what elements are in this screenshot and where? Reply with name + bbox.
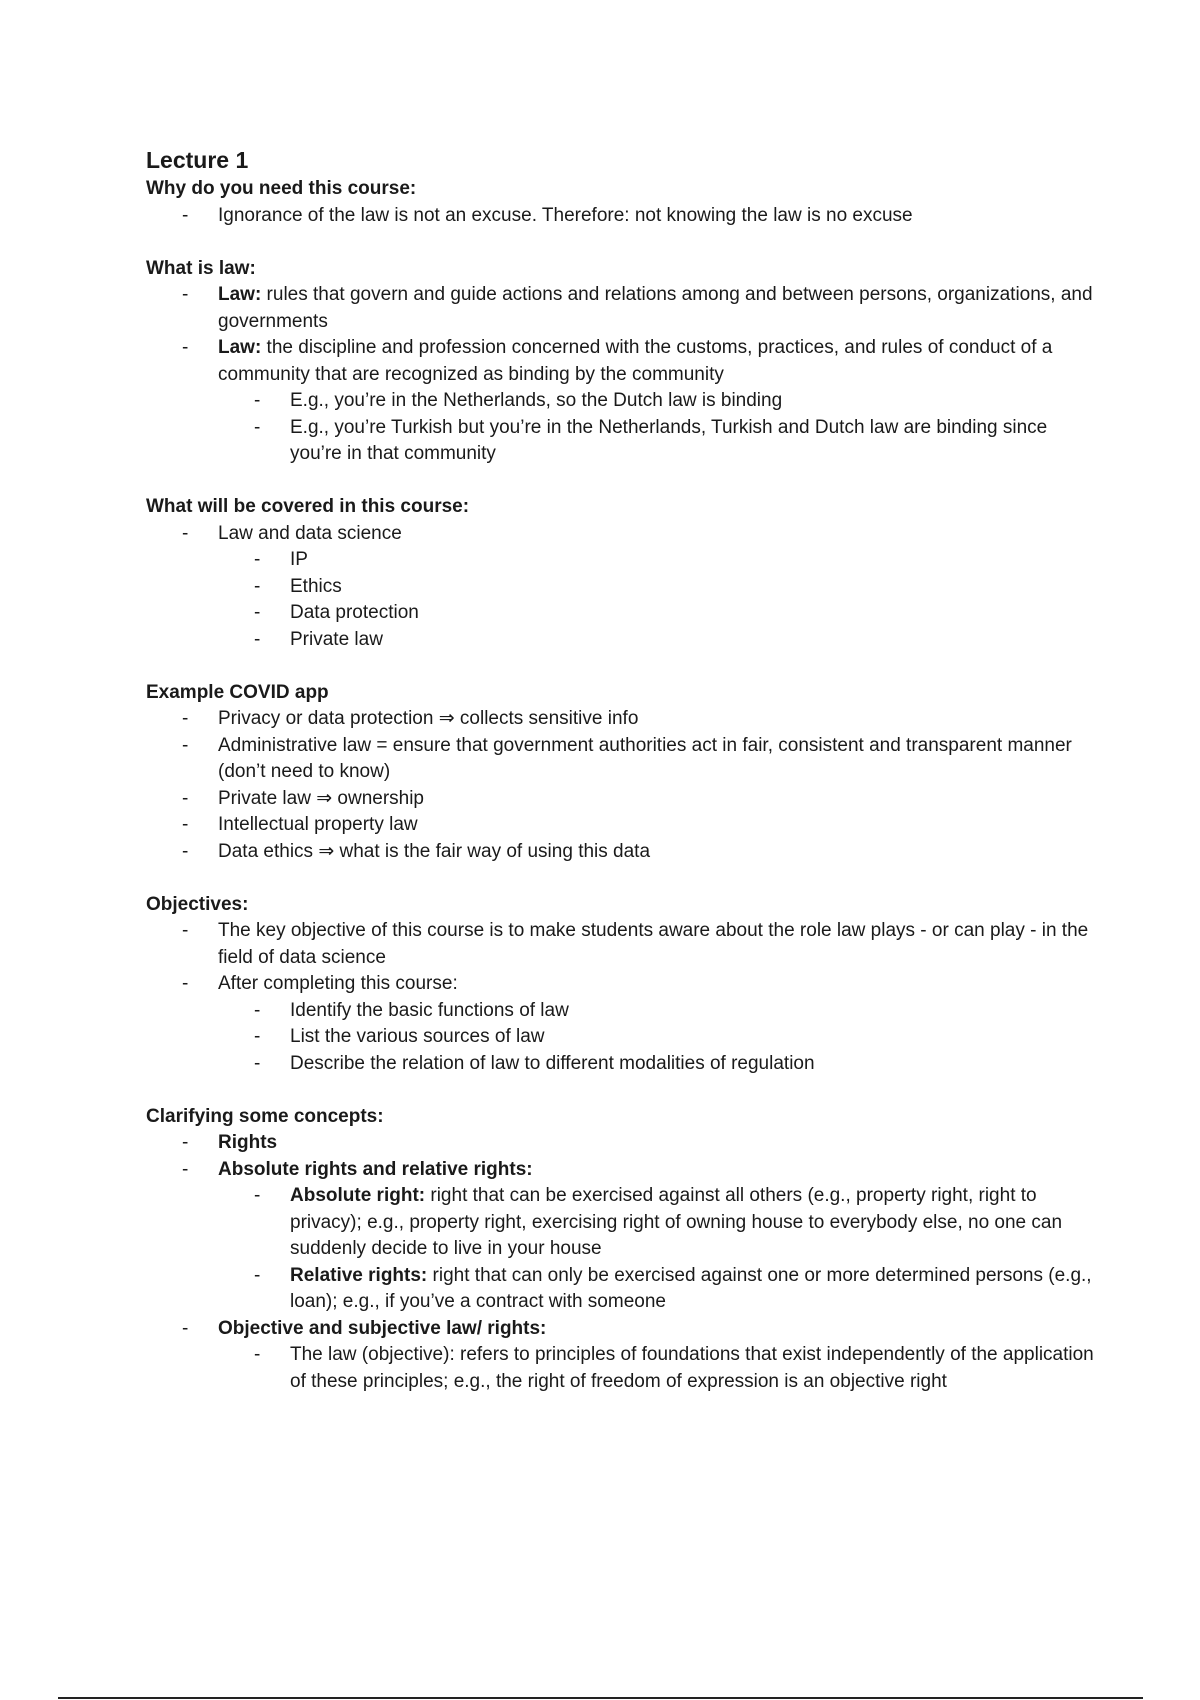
item-text: Ignorance of the law is not an excuse. Therefore: not knowing the law is no excuse [218,204,913,226]
dash-bullet-icon: - [254,999,261,1021]
dash-bullet-icon: - [254,602,261,623]
dash-bullet-icon: - [254,1052,261,1074]
section-heading: Example COVID app [146,681,329,703]
term-label: Rights [218,1132,278,1153]
dash-bullet-icon: - [254,1185,261,1206]
sub-list-item [146,388,1096,415]
term-label: Absolute right: [290,1185,426,1206]
section-2 [146,494,1096,653]
section-5 [146,1104,1096,1396]
sub-list-item [146,1263,1096,1316]
sub-list-item [146,1183,1096,1263]
dash-bullet-icon: - [182,814,189,835]
term-label: Objective and subjective law/ rights: [218,1317,547,1339]
list-item [146,786,1096,813]
dash-bullet-icon: - [182,284,189,305]
item-text: Data protection [290,602,419,623]
dash-bullet-icon: - [182,522,189,544]
item-text: Private law [290,628,383,650]
bullet-list [146,521,1096,654]
dash-bullet-icon: - [254,549,261,570]
item-text: rules that govern and guide actions and relations among and between persons, organizations, and governments [218,284,1093,332]
item-text: Privacy or data protection ⇒ collects sensitive info [218,708,639,729]
sub-list-item [146,574,1096,601]
document-page [146,146,1096,1422]
dash-bullet-icon: - [254,575,261,597]
bullet-list [146,282,1096,468]
list-item [146,733,1096,786]
section-heading: Clarifying some concepts: [146,1105,384,1127]
section-heading: What is law: [146,257,256,279]
section-heading: Why do you need this course: [146,178,417,199]
item-text: Identify the basic functions of law [290,999,569,1021]
list-item [146,971,1096,998]
sub-list-item [146,600,1096,627]
section-heading: Objectives: [146,893,249,915]
dash-bullet-icon: - [254,390,261,411]
dash-bullet-icon: - [182,920,189,941]
dash-bullet-icon: - [254,1026,261,1047]
sub-list-item [146,627,1096,654]
term-label: Law: [218,284,262,305]
term-label: Relative rights: [290,1264,428,1286]
item-text: Private law ⇒ ownership [218,787,425,809]
list-item [146,1157,1096,1184]
sub-list-item [146,1342,1096,1395]
section-1 [146,256,1096,468]
list-item [146,203,1096,230]
item-text: E.g., you’re Turkish but you’re in the Netherlands, Turkish and Dutch law are binding since you’re in that community [290,416,1048,464]
dash-bullet-icon: - [254,416,261,438]
list-item [146,1130,1096,1157]
dash-bullet-icon: - [182,1317,189,1339]
sections-container [146,176,1096,1395]
item-text: Administrative law = ensure that government authorities act in fair, consistent and transparent manner (don’t need to know) [218,734,1072,782]
item-text: Law and data science [218,522,402,544]
dash-bullet-icon: - [254,1264,261,1286]
sub-list-item [146,1051,1096,1078]
list-item [146,1316,1096,1343]
page-bottom-rule [58,1697,1143,1699]
dash-bullet-icon: - [182,708,189,729]
bullet-list [146,706,1096,865]
list-item [146,706,1096,733]
bullet-list [146,918,1096,1077]
sub-list-item [146,415,1096,468]
item-text: After completing this course: [218,973,458,994]
item-text: right that can be exercised against all others (e.g., property right, right to privacy); e.g., property right, exercising right of owning house to everybody else, no one can suddenly decide to live in your house [290,1185,1063,1259]
sub-list-item [146,998,1096,1025]
item-text: Intellectual property law [218,814,418,835]
term-label: Law: [218,337,262,358]
dash-bullet-icon: - [254,628,261,650]
dash-bullet-icon: - [182,1158,189,1180]
bullet-list [146,1130,1096,1395]
dash-bullet-icon: - [182,973,189,994]
item-text: List the various sources of law [290,1026,545,1047]
item-text: the discipline and profession concerned with the customs, practices, and rules of conduct of a community that are recognized as binding by the community [218,337,1053,385]
dash-bullet-icon: - [182,337,189,358]
item-text: Describe the relation of law to different modalities of regulation [290,1052,815,1074]
list-item [146,918,1096,971]
section-4 [146,892,1096,1078]
item-text: IP [290,549,308,570]
list-item [146,812,1096,839]
item-text: right that can only be exercised against one or more determined persons (e.g., loan); e.g., if you’ve a contract with someone [290,1264,1092,1312]
list-item [146,521,1096,548]
list-item [146,335,1096,388]
dash-bullet-icon: - [182,840,189,862]
item-text: Data ethics ⇒ what is the fair way of using this data [218,840,651,862]
list-item [146,282,1096,335]
dash-bullet-icon: - [182,1132,189,1153]
dash-bullet-icon: - [182,204,189,226]
list-item [146,839,1096,866]
item-text: The key objective of this course is to make students aware about the role law plays - or can play - in the field of data science [218,920,1089,968]
item-text: The law (objective): refers to principles of foundations that exist independently of the application of these principles; e.g., the right of freedom of expression is an objective right [290,1344,1094,1392]
item-text: Ethics [290,575,342,597]
term-label: Absolute rights and relative rights: [218,1158,533,1180]
section-0 [146,176,1096,229]
page-title: Lecture 1 [146,147,249,173]
section-3 [146,680,1096,866]
sub-list-item [146,547,1096,574]
bullet-list [146,203,1096,230]
item-text: E.g., you’re in the Netherlands, so the Dutch law is binding [290,390,783,411]
dash-bullet-icon: - [182,787,189,809]
dash-bullet-icon: - [254,1344,261,1365]
sub-list-item [146,1024,1096,1051]
section-heading: What will be covered in this course: [146,496,470,517]
dash-bullet-icon: - [182,734,189,756]
